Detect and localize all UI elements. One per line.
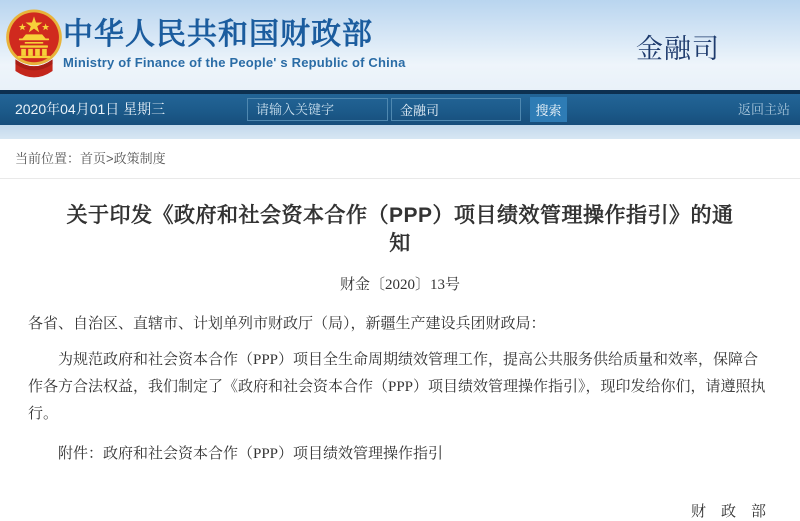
article-title: 关于印发《政府和社会资本合作（PPP）项目绩效管理操作指引》的通知 [66, 204, 734, 255]
department-title: 金融司 [636, 34, 720, 64]
search-input[interactable] [247, 98, 388, 121]
site-subtitle-english: Ministry of Finance of the People' s Republic of China [63, 55, 406, 70]
search-button[interactable]: 搜索 [530, 97, 567, 122]
current-date: 2020年04月01日 星期三 [15, 101, 166, 117]
paragraph-salutation: 各省、自治区、直辖市、计划单列市财政厅（局），新疆生产建设兵团财政局： [28, 316, 546, 332]
site-header [0, 0, 800, 90]
document-number: 财金〔2020〕13号 [339, 277, 460, 293]
signature: 财 政 部 [690, 504, 766, 520]
breadcrumb-home-link[interactable]: 首页 [80, 151, 107, 166]
breadcrumb-separator: > [106, 151, 114, 166]
header-bottom-band [0, 125, 800, 139]
breadcrumb [0, 139, 800, 179]
paragraph-attachment: 附件：政府和社会资本合作（PPP）项目绩效管理操作指引 [58, 446, 444, 462]
masthead [63, 17, 406, 70]
article [0, 202, 800, 521]
return-main-site-link[interactable]: 返回主站 [737, 102, 790, 117]
site-title: 中华人民共和国财政部 [63, 18, 373, 51]
navbar [0, 90, 800, 125]
search-scope-input[interactable] [391, 98, 521, 121]
national-emblem-icon [5, 8, 63, 84]
paragraph-body: 为规范政府和社会资本合作（PPP）项目全生命周期绩效管理工作，提高公共服务供给质量和效率，保障合作各方合法权益，我们制定了《政府和社会资本合作（PPP）项目绩效管理操作指引》，现印发给你们，请遵照执行。 [28, 352, 766, 422]
breadcrumb-section-link[interactable]: 政策制度 [113, 151, 166, 166]
breadcrumb-label: 当前位置： [15, 151, 81, 166]
